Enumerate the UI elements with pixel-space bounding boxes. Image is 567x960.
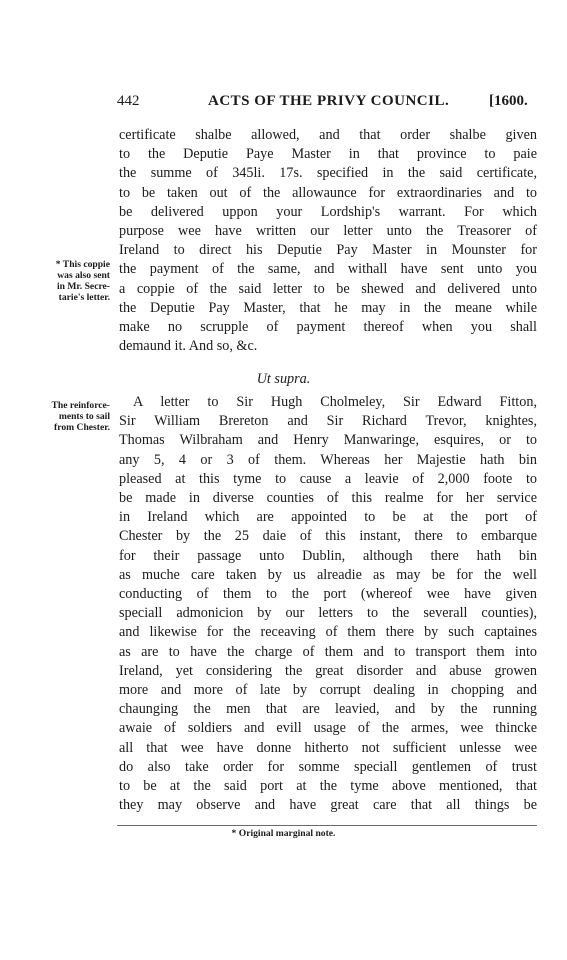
text-line: in Ireland which are appointed to be at the port of (119, 509, 537, 526)
text-line: the summe of 345li. 17s. specified in the said certificate, (119, 165, 537, 182)
text-line: to be at the said port at the tyme above mentioned, that (119, 778, 537, 795)
margin-note-line: from Chester. (54, 422, 110, 433)
footnote: * Original marginal note. (231, 828, 336, 839)
text-line: they may observe and have great care that all things be (119, 797, 537, 814)
text-line: Ireland to direct his Deputie Pay Master in Mounster for (119, 242, 537, 259)
text-line: and likewise for the receaving of them there by such captaines (119, 624, 537, 641)
text-line: to the Deputie Paye Master in that province to paie (119, 146, 537, 163)
paragraph-certificate (119, 126, 537, 356)
text-line: purpose wee have written our letter unto the Treasorer of (119, 223, 537, 240)
margin-note-line: was also sent (57, 270, 110, 281)
running-title: ACTS OF THE PRIVY COUNCIL. (208, 93, 450, 109)
text-line: do also take order for somme speciall gentlemen of trust (119, 758, 537, 775)
salutation-heading: Ut supra. (256, 371, 311, 387)
text-line: chaunging the men that are leavied, and by the running (119, 701, 537, 718)
paragraph-letter (119, 393, 537, 815)
text-line: be delivered uppon your Lordship's warrant. For which (119, 203, 537, 220)
text-line: all that wee have donne hitherto not sufficient unlesse wee (119, 739, 537, 756)
text-line: speciall admonicion by our letters to the severall counties), (119, 605, 537, 622)
text-line: awaie of soldiers and evill usage of the armes, wee thincke (119, 720, 537, 737)
margin-note-line: * This coppie (55, 259, 110, 270)
margin-note-line: tarie's letter. (58, 292, 110, 303)
text-line: the payment of the same, and withall have sent unto you (119, 261, 537, 278)
text-line: more and more of late by corrupt dealing in chopping and (119, 682, 537, 699)
text-line: Sir William Brereton and Sir Richard Trevor, knightes, (119, 413, 537, 430)
text-line: as muche care taken by us alreadie as may be for the well (119, 566, 537, 583)
margin-note-line: in Mr. Secre- (56, 281, 110, 292)
page-number: 442 (117, 93, 140, 109)
text-line: pleased at this tyme to cause a leavie of 2,000 foote to (119, 470, 537, 487)
page-year: [1600. (489, 93, 528, 109)
text-line: demaund it. And so, &c. (119, 338, 258, 355)
margin-note-line: ments to sail (58, 411, 110, 422)
margin-note-reinforcements (30, 400, 110, 433)
text-line: for their passage unto Dublin, although there hath bin (119, 547, 537, 564)
margin-note-coppie (30, 259, 110, 303)
text-line: Thomas Wilbraham and Henry Manwaringe, esquires, or to (119, 432, 537, 449)
text-line: A letter to Sir Hugh Cholmeley, Sir Edward Fitton, (133, 394, 537, 410)
text-line: be made in diverse counties of this realme for her service (119, 490, 537, 507)
text-line: the Deputie Pay Master, that he may in the meane while (119, 299, 537, 316)
text-line: to be taken out of the allowaunce for extraordinaries and to (119, 184, 537, 201)
text-line: any 5, 4 or 3 of them. Whereas her Majestie hath bin (119, 451, 537, 468)
text-line: Ireland, yet considering the great disorder and abuse growen (119, 662, 537, 679)
margin-note-line: The reinforce- (51, 400, 110, 411)
text-line: Chester by the 25 daie of this instant, there to embarque (119, 528, 537, 545)
text-line: a coppie of the said letter to be shewed and delivered unto (119, 280, 537, 297)
page-header (0, 93, 567, 115)
text-line: make no scrupple of payment thereof when you shall (119, 319, 537, 336)
text-line: certificate shalbe allowed, and that order shalbe given (119, 127, 537, 143)
footnote-divider (117, 825, 537, 826)
text-line: as are to have the charge of them and to transport them into (119, 643, 537, 660)
text-line: conducting of them to the port (whereof wee have given (119, 586, 537, 603)
